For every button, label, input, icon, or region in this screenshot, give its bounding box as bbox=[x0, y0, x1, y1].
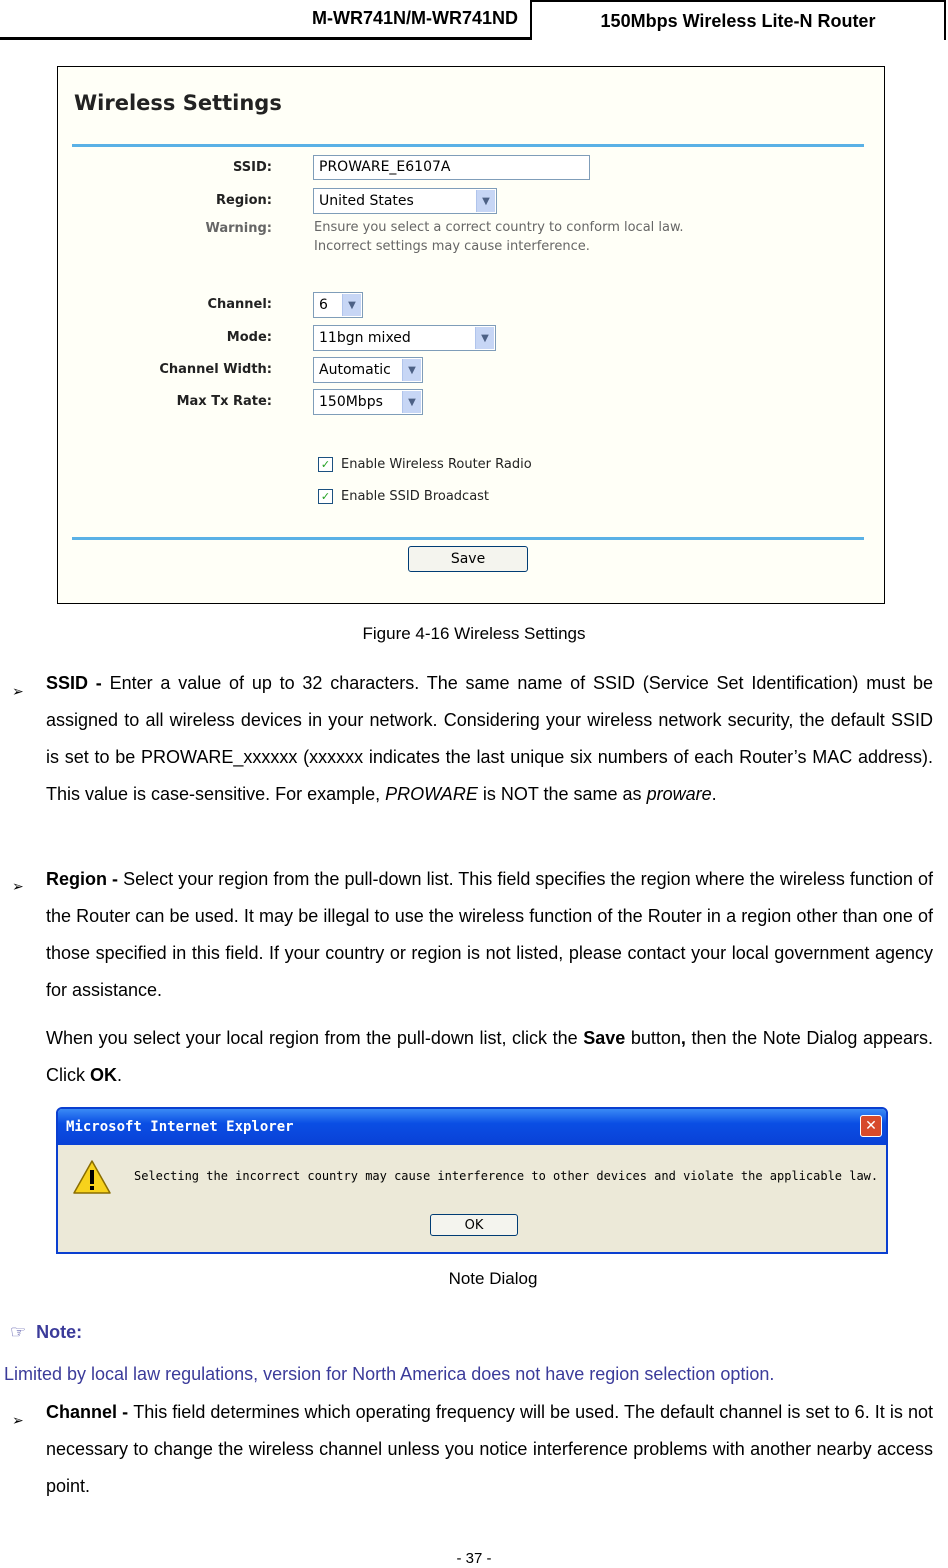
mode-label: Mode: bbox=[226, 330, 272, 345]
channel-text: This field determines which operating frequency will be used. The default channel is set to 6. It is not necessary to change the wireless channel unless you notice interference problems with another nearby access point. bbox=[46, 1402, 933, 1496]
mode-select[interactable] bbox=[313, 325, 496, 351]
chevron-down-icon: ▼ bbox=[402, 359, 421, 381]
ssid-example-2: proware bbox=[646, 784, 712, 804]
region-term: Region - bbox=[46, 869, 124, 889]
chevron-down-icon: ▼ bbox=[342, 294, 361, 316]
channel-value: 6 bbox=[319, 297, 328, 313]
region-p2-ok: OK bbox=[90, 1065, 117, 1085]
ssid-label: SSID: bbox=[233, 160, 272, 175]
region-select[interactable] bbox=[313, 188, 497, 214]
header-product: 150Mbps Wireless Lite-N Router bbox=[530, 0, 946, 40]
region-p2e: then the Note Dialog appears. Click bbox=[46, 1028, 933, 1085]
ssid-example-1: PROWARE bbox=[385, 784, 478, 804]
bullet-arrow-icon: ➢ bbox=[12, 878, 24, 894]
chevron-down-icon: ▼ bbox=[475, 327, 494, 349]
enable-radio-label: Enable Wireless Router Radio bbox=[341, 457, 532, 472]
channel-label: Channel: bbox=[207, 297, 272, 312]
channel-term: Channel - bbox=[46, 1402, 134, 1422]
region-p2c: button bbox=[625, 1028, 681, 1048]
ssid-term: SSID - bbox=[46, 673, 110, 693]
region-paragraph-2 bbox=[46, 1020, 933, 1094]
max-tx-rate-value: 150Mbps bbox=[319, 394, 383, 410]
channel-width-label: Channel Width: bbox=[159, 362, 272, 377]
ssid-end: . bbox=[711, 784, 717, 804]
region-p2a: When you select your local region from the pull-down list, click the bbox=[46, 1028, 584, 1048]
max-tx-rate-label: Max Tx Rate: bbox=[176, 394, 272, 409]
page-header bbox=[0, 0, 948, 40]
region-paragraph bbox=[46, 861, 933, 1009]
ssid-input[interactable]: PROWARE_E6107A bbox=[313, 155, 590, 180]
channel-paragraph bbox=[46, 1394, 933, 1505]
note-label: Note: bbox=[36, 1322, 83, 1342]
ssid-paragraph bbox=[46, 665, 933, 813]
warning-line-1: Ensure you select a correct country to conform local law. bbox=[314, 220, 684, 235]
channel-select[interactable] bbox=[313, 292, 363, 318]
region-p2d: , bbox=[680, 1028, 686, 1048]
dialog-message: Selecting the incorrect country may cause interference to other devices and violate the applicable law. bbox=[134, 1169, 879, 1183]
bottom-divider bbox=[72, 537, 864, 540]
top-divider bbox=[72, 144, 864, 147]
wireless-settings-figure bbox=[57, 66, 885, 604]
dialog-title: Microsoft Internet Explorer bbox=[66, 1119, 294, 1135]
warning-icon bbox=[72, 1159, 112, 1195]
pointing-hand-icon: ☞ bbox=[10, 1322, 27, 1342]
enable-radio-checkbox[interactable] bbox=[318, 457, 532, 472]
max-tx-rate-select[interactable] bbox=[313, 389, 423, 415]
region-value: United States bbox=[319, 193, 414, 209]
checkmark-icon: ✓ bbox=[318, 489, 333, 504]
checkmark-icon: ✓ bbox=[318, 457, 333, 472]
save-button[interactable]: Save bbox=[408, 546, 528, 572]
ssid-text-2: is NOT the same as bbox=[477, 784, 647, 804]
region-label: Region: bbox=[216, 193, 272, 208]
warning-line-2: Incorrect settings may cause interference. bbox=[314, 239, 590, 254]
channel-width-select[interactable] bbox=[313, 357, 423, 383]
note-dialog bbox=[56, 1107, 888, 1254]
dialog-caption: Note Dialog bbox=[448, 1269, 538, 1288]
bullet-arrow-icon: ➢ bbox=[12, 683, 24, 699]
ok-button[interactable]: OK bbox=[430, 1214, 518, 1236]
enable-ssid-broadcast-label: Enable SSID Broadcast bbox=[341, 489, 490, 504]
figure-title: Wireless Settings bbox=[74, 91, 282, 115]
close-icon[interactable]: ✕ bbox=[860, 1115, 882, 1137]
header-model: M-WR741N/M-WR741ND bbox=[0, 0, 530, 40]
bullet-arrow-icon: ➢ bbox=[12, 1412, 24, 1428]
chevron-down-icon: ▼ bbox=[402, 391, 421, 413]
note-heading bbox=[10, 1322, 82, 1343]
region-text: Select your region from the pull-down list. This field specifies the region where the wireless function of the Router can be used. It may be illegal to use the wireless function of the Router in a region other than one of those specified in this field. If your country or region is not listed, please contact your local government agency for assistance. bbox=[46, 869, 933, 1000]
region-p2g: . bbox=[117, 1065, 123, 1085]
warning-label: Warning: bbox=[205, 221, 272, 236]
channel-width-value: Automatic bbox=[319, 362, 391, 378]
chevron-down-icon: ▼ bbox=[476, 190, 495, 212]
warning-text bbox=[314, 218, 684, 256]
note-text: Limited by local law regulations, version for North America does not have region selection option. bbox=[4, 1364, 775, 1384]
dialog-titlebar bbox=[58, 1109, 886, 1145]
figure-caption: Figure 4-16 Wireless Settings bbox=[362, 624, 586, 643]
enable-ssid-broadcast-checkbox[interactable] bbox=[318, 489, 489, 504]
ssid-text: Enter a value of up to 32 characters. The same name of SSID (Service Set Identification) must be assigned to all wireless devices in your network. Considering your wireless network security, the default SSID is set to be PROWARE_xxxxxx (xxxxxx indicates the last unique six numbers of each Router’s MAC address). This value is case-sensitive. For example, bbox=[46, 673, 934, 804]
mode-value: 11bgn mixed bbox=[319, 330, 411, 346]
page-number: - 37 - bbox=[456, 1550, 492, 1567]
region-p2-save: Save bbox=[583, 1028, 626, 1048]
